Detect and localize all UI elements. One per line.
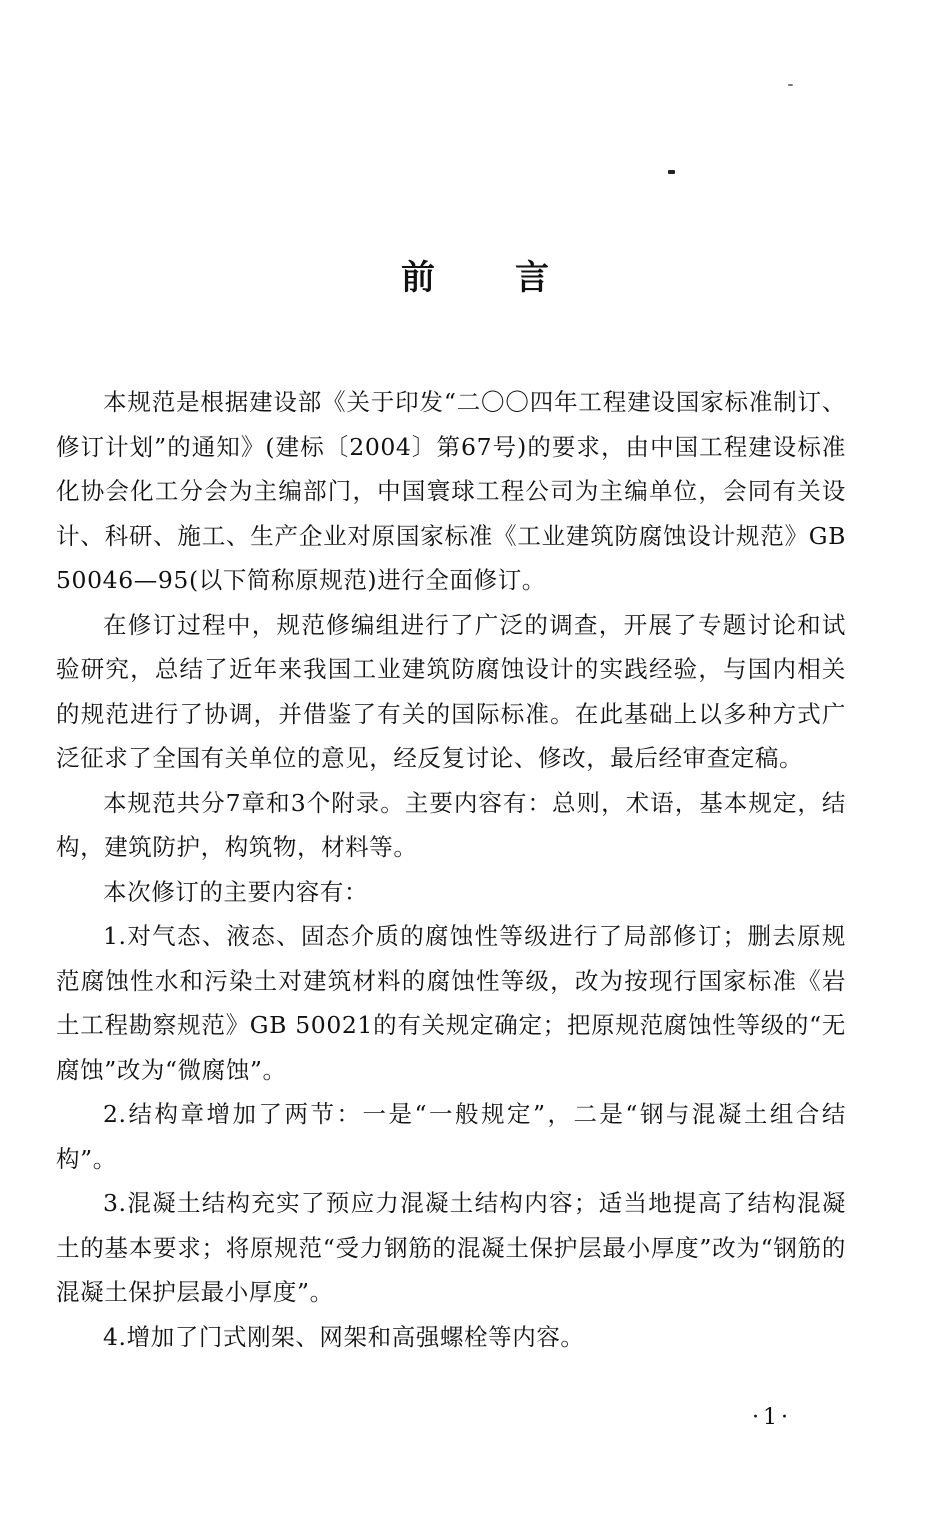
paragraph: 4.增加了门式刚架、网架和高强螺栓等内容。 [103, 1322, 585, 1351]
paragraph: 在修订过程中，规范修编组进行了广泛的调查，开展了专题讨论和试验研究，总结了近年来我国工业建筑防腐蚀设计的实践经验，与国内相关的规范进行了协调，并借鉴了有关的国际标准。在此基础上以多种方式广泛征求了全国有关单位的意见，经反复讨论、修改，最后经审查定稿。 [56, 610, 846, 772]
page-title: 前言 [401, 258, 629, 298]
paragraph: 本次修订的主要内容有： [103, 877, 369, 906]
scan-speck [788, 84, 793, 86]
scan-speck [668, 170, 675, 174]
preface-body [56, 380, 846, 1359]
paragraph: 2.结构章增加了两节：一是“一般规定”，二是“钢与混凝土组合结构”。 [56, 1100, 846, 1173]
paragraph: 本规范共分7章和3个附录。主要内容有：总则，术语，基本规定，结构，建筑防护，构筑物，材料等。 [56, 788, 846, 861]
paragraph: 3.混凝土结构充实了预应力混凝土结构内容；适当地提高了结构混凝土的基本要求；将原规范“受力钢筋的混凝土保护层最小厚度”改为“钢筋的混凝土保护层最小厚度”。 [56, 1189, 846, 1306]
paragraph: 1.对气态、液态、固态介质的腐蚀性等级进行了局部修订；删去原规范腐蚀性水和污染土对建筑材料的腐蚀性等级，改为按现行国家标准《岩土工程勘察规范》GB 50021的有关规定确定；把原规范腐蚀性等级的“无腐蚀”改为“微腐蚀”。 [56, 922, 846, 1084]
page-number: ·1· [752, 1405, 792, 1430]
paragraph: 本规范是根据建设部《关于印发“二〇〇四年工程建设国家标准制订、修订计划”的通知》(建标〔2004〕第67号)的要求，由中国工程建设标准化协会化工分会为主编部门，中国寰球工程公司为主编单位，会同有关设计、科研、施工、生产企业对原国家标准《工业建筑防腐蚀设计规范》GB 50046—95(以下简称原规范)进行全面修订。 [56, 388, 846, 594]
